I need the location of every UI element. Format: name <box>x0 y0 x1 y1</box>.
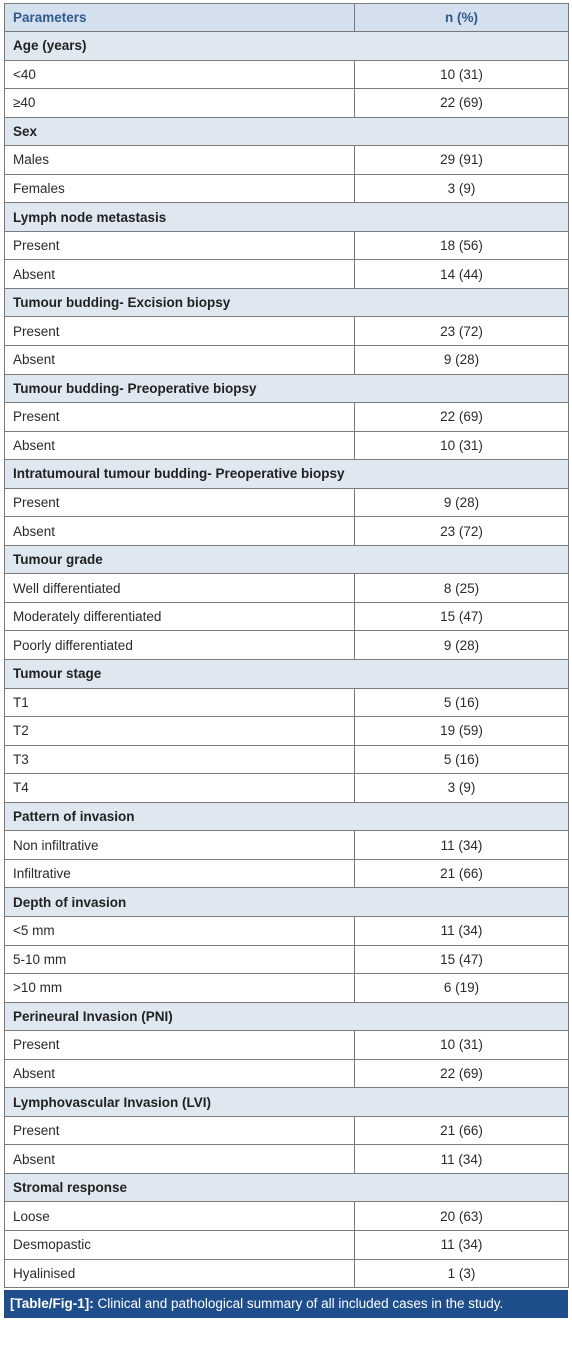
row-value: 19 (59) <box>355 717 569 746</box>
row-value: 9 (28) <box>355 488 569 517</box>
group-row <box>5 888 569 917</box>
row-parameter: Present <box>5 317 355 346</box>
header-row <box>5 4 569 32</box>
table-figure <box>4 3 568 1318</box>
row-value: 6 (19) <box>355 974 569 1003</box>
table-caption <box>4 1290 568 1318</box>
row-parameter: Poorly differentiated <box>5 631 355 660</box>
table-row <box>5 260 569 289</box>
table-row <box>5 1202 569 1231</box>
row-parameter: Desmopastic <box>5 1230 355 1259</box>
group-row <box>5 203 569 232</box>
row-parameter: <5 mm <box>5 916 355 945</box>
row-value: 10 (31) <box>355 431 569 460</box>
row-parameter: Infiltrative <box>5 859 355 888</box>
row-value: 14 (44) <box>355 260 569 289</box>
table-row <box>5 1259 569 1288</box>
row-value: 10 (31) <box>355 60 569 89</box>
table-row <box>5 317 569 346</box>
row-value: 21 (66) <box>355 859 569 888</box>
group-row <box>5 1173 569 1202</box>
table-row <box>5 1116 569 1145</box>
row-value: 22 (69) <box>355 403 569 432</box>
table-row <box>5 916 569 945</box>
row-value: 11 (34) <box>355 1230 569 1259</box>
row-parameter: T2 <box>5 717 355 746</box>
row-value: 10 (31) <box>355 1031 569 1060</box>
row-value: 3 (9) <box>355 774 569 803</box>
group-row <box>5 288 569 317</box>
row-value: 20 (63) <box>355 1202 569 1231</box>
group-title: Depth of invasion <box>5 888 569 917</box>
group-row <box>5 545 569 574</box>
row-parameter: Hyalinised <box>5 1259 355 1288</box>
row-parameter: Absent <box>5 260 355 289</box>
summary-table <box>4 3 569 1288</box>
table-body <box>5 32 569 1288</box>
table-row <box>5 859 569 888</box>
row-parameter: Present <box>5 1031 355 1060</box>
row-value: 15 (47) <box>355 602 569 631</box>
row-value: 29 (91) <box>355 146 569 175</box>
row-parameter: Absent <box>5 517 355 546</box>
group-row <box>5 374 569 403</box>
row-value: 11 (34) <box>355 916 569 945</box>
row-parameter: Absent <box>5 431 355 460</box>
table-row <box>5 146 569 175</box>
row-parameter: Non infiltrative <box>5 831 355 860</box>
row-value: 11 (34) <box>355 1145 569 1174</box>
row-parameter: Absent <box>5 346 355 375</box>
row-value: 9 (28) <box>355 631 569 660</box>
row-value: 15 (47) <box>355 945 569 974</box>
group-title: Lymphovascular Invasion (LVI) <box>5 1088 569 1117</box>
row-parameter: Absent <box>5 1059 355 1088</box>
row-value: 22 (69) <box>355 1059 569 1088</box>
caption-text: Clinical and pathological summary of all included cases in the study. <box>97 1296 504 1312</box>
caption-label: [Table/Fig-1]: <box>10 1296 94 1312</box>
table-row <box>5 60 569 89</box>
table-row <box>5 945 569 974</box>
group-row <box>5 1002 569 1031</box>
table-row <box>5 774 569 803</box>
row-parameter: T1 <box>5 688 355 717</box>
row-value: 9 (28) <box>355 346 569 375</box>
row-value: 5 (16) <box>355 745 569 774</box>
row-parameter: ≥40 <box>5 89 355 118</box>
group-row <box>5 460 569 489</box>
group-title: Lymph node metastasis <box>5 203 569 232</box>
row-value: 18 (56) <box>355 231 569 260</box>
group-title: Sex <box>5 117 569 146</box>
table-row <box>5 403 569 432</box>
row-value: 22 (69) <box>355 89 569 118</box>
group-title: Tumour budding- Preoperative biopsy <box>5 374 569 403</box>
row-value: 3 (9) <box>355 174 569 203</box>
row-parameter: Females <box>5 174 355 203</box>
table-row <box>5 174 569 203</box>
header-n-percent: n (%) <box>355 4 569 32</box>
row-parameter: Well differentiated <box>5 574 355 603</box>
row-value: 21 (66) <box>355 1116 569 1145</box>
table-row <box>5 688 569 717</box>
row-value: 23 (72) <box>355 317 569 346</box>
row-parameter: Present <box>5 231 355 260</box>
table-row <box>5 602 569 631</box>
group-row <box>5 660 569 689</box>
row-parameter: >10 mm <box>5 974 355 1003</box>
table-row <box>5 831 569 860</box>
group-row <box>5 117 569 146</box>
table-row <box>5 517 569 546</box>
group-row <box>5 32 569 61</box>
group-title: Tumour grade <box>5 545 569 574</box>
table-row <box>5 431 569 460</box>
table-row <box>5 717 569 746</box>
group-title: Intratumoural tumour budding- Preoperative biopsy <box>5 460 569 489</box>
header-parameters: Parameters <box>5 4 355 32</box>
table-row <box>5 488 569 517</box>
group-row <box>5 1088 569 1117</box>
table-row <box>5 89 569 118</box>
row-parameter: <40 <box>5 60 355 89</box>
table-row <box>5 974 569 1003</box>
row-parameter: T3 <box>5 745 355 774</box>
table-row <box>5 1145 569 1174</box>
group-title: Tumour stage <box>5 660 569 689</box>
row-value: 11 (34) <box>355 831 569 860</box>
row-value: 23 (72) <box>355 517 569 546</box>
table-row <box>5 574 569 603</box>
row-parameter: Moderately differentiated <box>5 602 355 631</box>
row-value: 1 (3) <box>355 1259 569 1288</box>
group-row <box>5 802 569 831</box>
table-row <box>5 1059 569 1088</box>
row-parameter: 5-10 mm <box>5 945 355 974</box>
table-row <box>5 346 569 375</box>
group-title: Perineural Invasion (PNI) <box>5 1002 569 1031</box>
row-parameter: Present <box>5 1116 355 1145</box>
group-title: Pattern of invasion <box>5 802 569 831</box>
table-row <box>5 231 569 260</box>
row-parameter: Present <box>5 403 355 432</box>
row-value: 5 (16) <box>355 688 569 717</box>
table-row <box>5 631 569 660</box>
table-row <box>5 1031 569 1060</box>
row-parameter: Loose <box>5 1202 355 1231</box>
row-parameter: Present <box>5 488 355 517</box>
row-parameter: T4 <box>5 774 355 803</box>
table-row <box>5 1230 569 1259</box>
group-title: Stromal response <box>5 1173 569 1202</box>
table-row <box>5 745 569 774</box>
row-parameter: Males <box>5 146 355 175</box>
group-title: Tumour budding- Excision biopsy <box>5 288 569 317</box>
group-title: Age (years) <box>5 32 569 61</box>
row-parameter: Absent <box>5 1145 355 1174</box>
row-value: 8 (25) <box>355 574 569 603</box>
